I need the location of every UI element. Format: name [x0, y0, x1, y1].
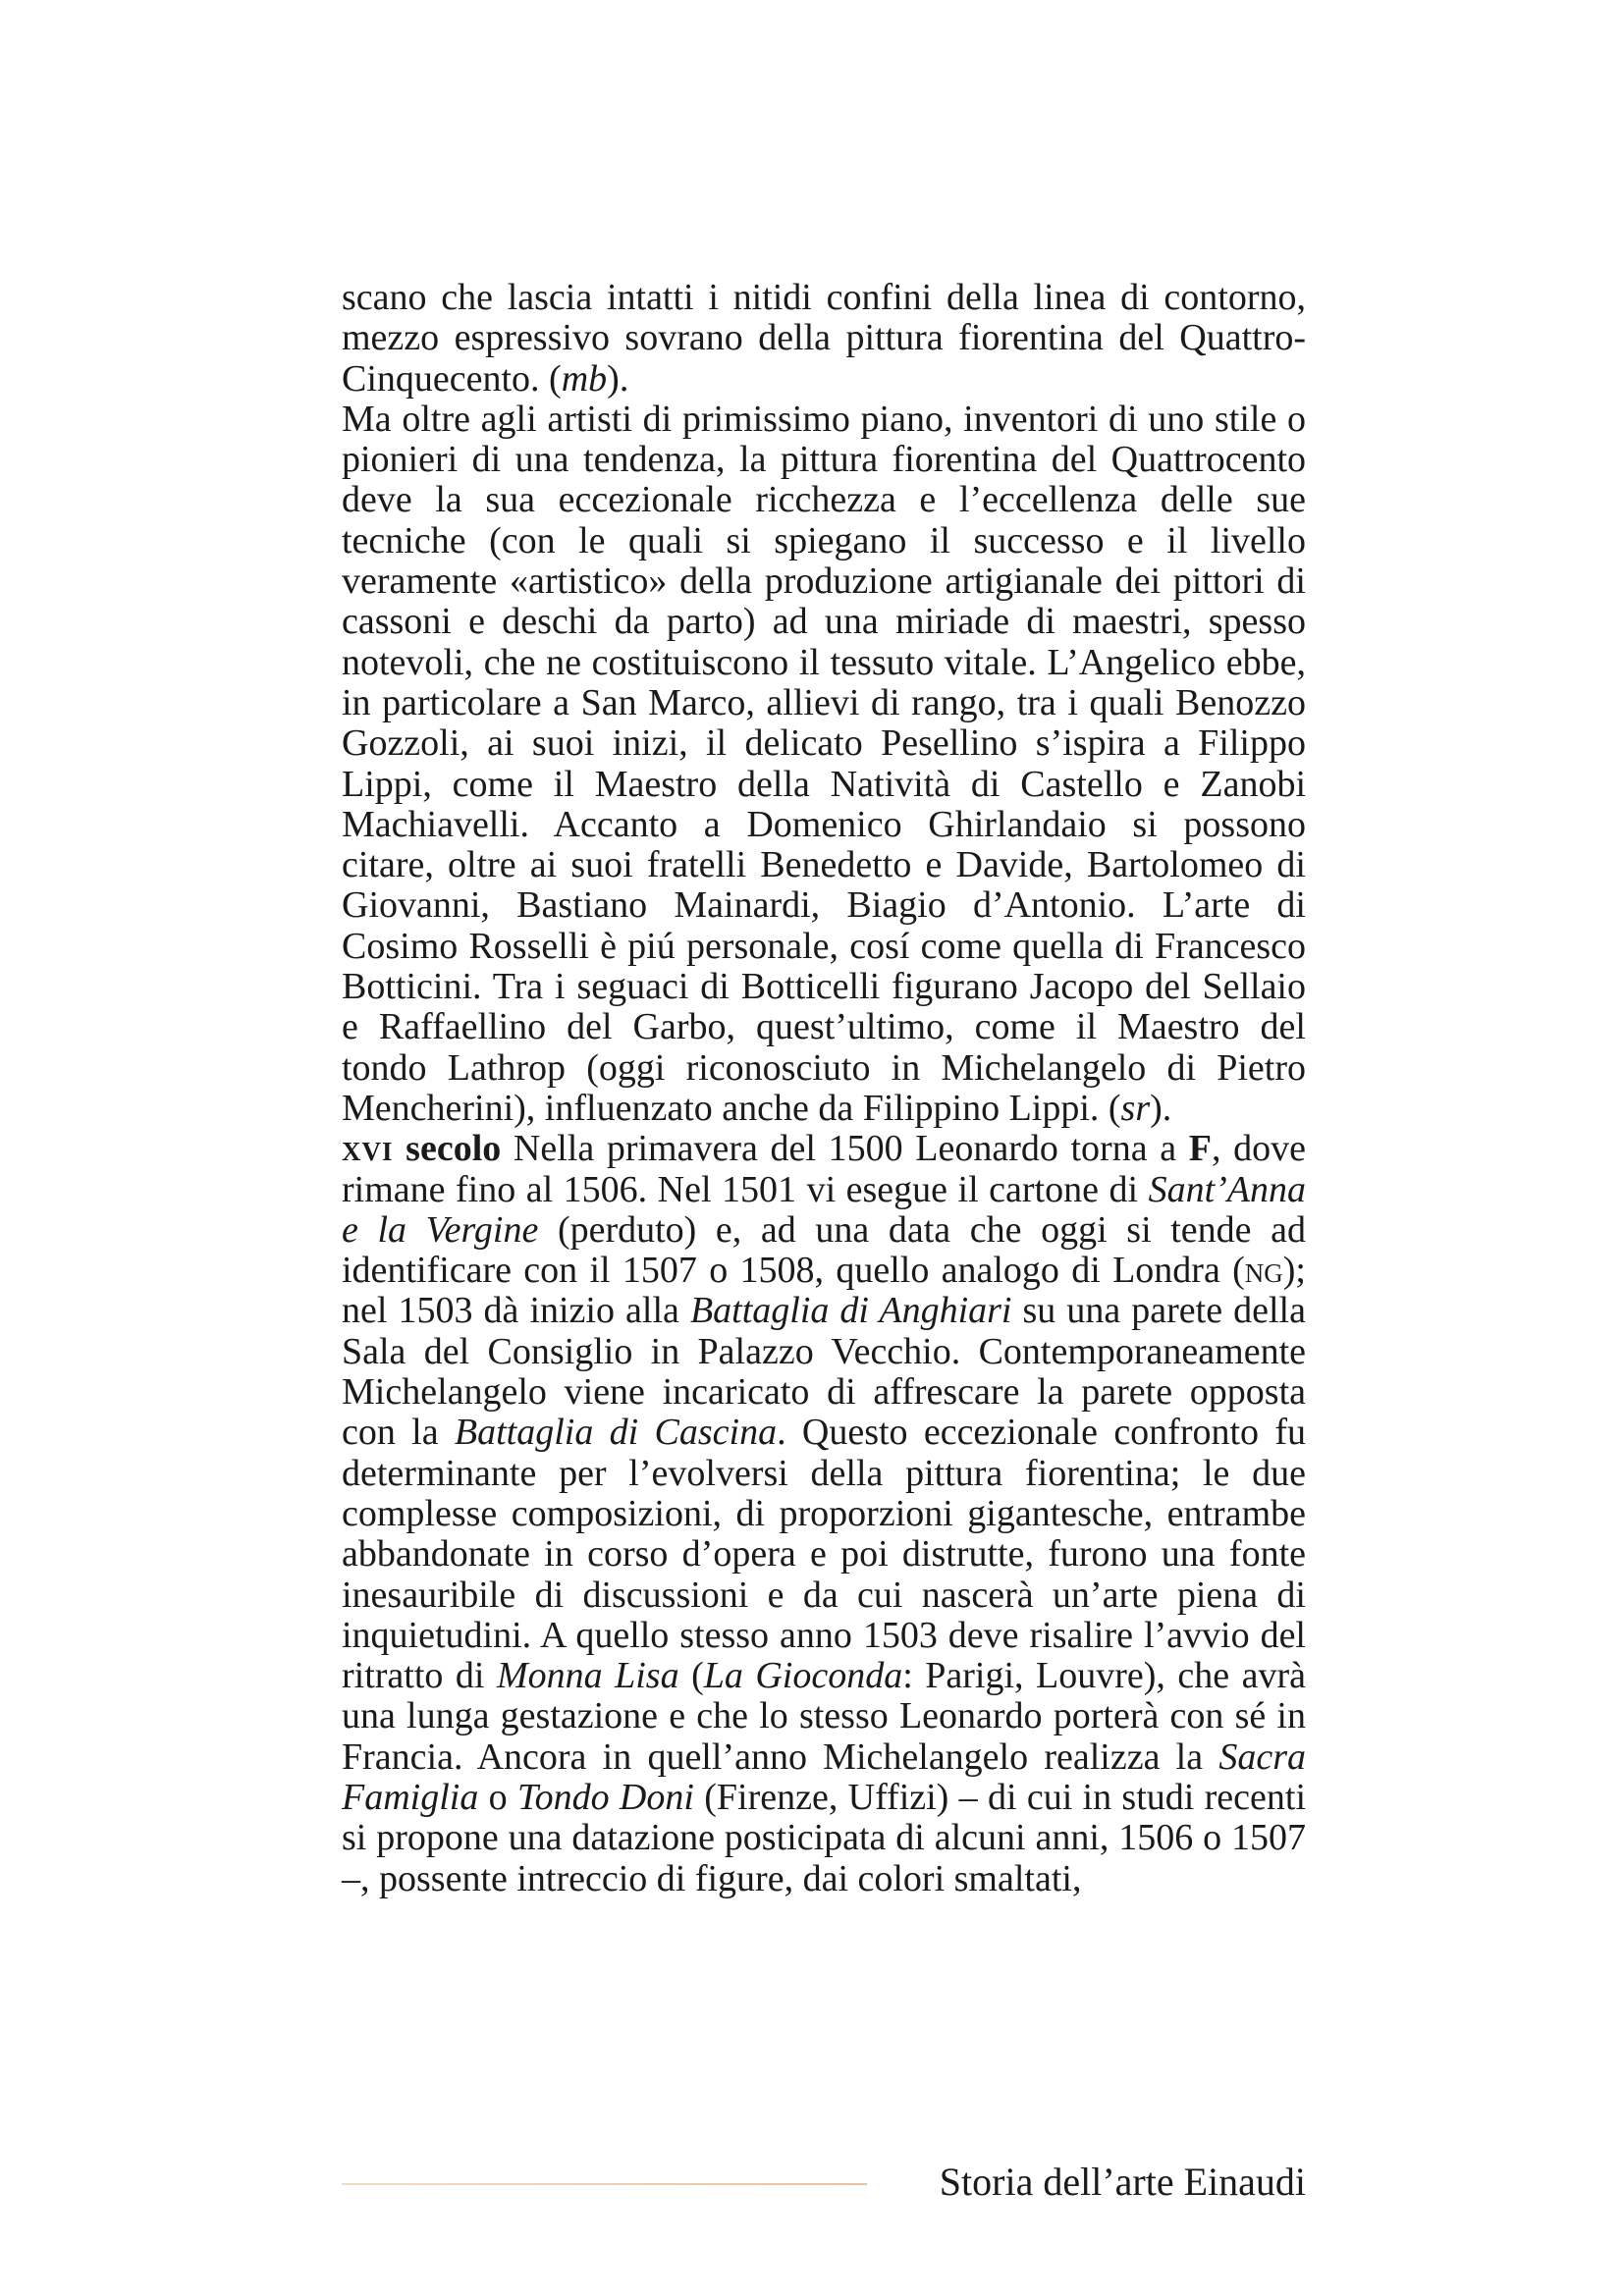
section-heading-century: xvi — [342, 1128, 394, 1170]
artwork-title: Monna Lisa — [496, 1655, 679, 1697]
text-span: Nella primavera del 1500 Leonardo torna a — [501, 1128, 1189, 1170]
text-span: . Questo eccezionale confronto fu determinante per l’evolversi della pittura fiorentina; le due complesse composizioni, di proporzioni gigantesche, entrambe abbandonate in corso d’opera e poi distrutte, furono una fonte inesauribile di discussioni e da cui nascerà un’arte piena di inquietudini. A quello stesso anno 1503 deve risalire l’avvio del ritratto di — [342, 1412, 1307, 1697]
text-span: su una parete della Sala del Consiglio in Palazzo Vecchio. Contemporaneamente Michelangelo viene incaricato di affrescare la parete opposta con la — [342, 1290, 1306, 1454]
text-span: , dove rimane fino al 1506. Nel 1501 vi esegue il cartone di — [342, 1128, 1307, 1210]
text-span: (Firenze, Uffizi) – di cui in studi recenti si propone una datazione posticipata di alcuni anni, 1506 o 1507 –, possente intreccio di figure, dai colori smaltati, — [342, 1776, 1307, 1899]
author-initials: mb — [561, 357, 608, 400]
body-text — [342, 278, 1306, 1899]
artwork-title: Sant’Anna e la Vergine — [342, 1168, 1306, 1251]
artwork-title: Battaglia di Anghiari — [689, 1290, 1012, 1332]
section-heading-word: secolo — [406, 1128, 502, 1170]
text-span: : Parigi, Louvre), che avrà una lunga gestazione e che lo stesso Leonardo porterà con sé in Francia. Ancora in quell’anno Michelangelo realizza la — [342, 1655, 1307, 1778]
paragraph — [342, 1129, 1306, 1899]
text-span: (perduto) e, ad una data che oggi si tende ad identificare con il 1507 o 1508, quello analogo di Londra ( — [342, 1208, 1307, 1292]
paragraph — [342, 400, 1306, 1129]
text-span: ). — [607, 357, 629, 400]
footer-rule — [342, 2183, 867, 2185]
text-span: Ma oltre agli artisti di primissimo piano, inventori di uno stile o pionieri di una tendenza, la pittura fiorentina del Quattrocento deve la sua eccezionale ricchezza e l’eccellenza delle sue tecniche (con le quali si spiegano il successo e il livello veramente «artistico» della produzione artigianale dei pittori di cassoni e deschi da parto) ad una miriade di maestri, spesso notevoli, che ne costituiscono il tessuto vitale. L’Angelico ebbe, in particolare a San Marco, allievi di rango, tra i quali Benozzo Gozzoli, ai suoi inizi, il delicato Pesellino s’ispira a Filippo Lippi, come il Maestro della Natività di Castello e Zanobi Machiavelli. Accanto a Domenico Ghirlandaio si possono citare, oltre ai suoi fratelli Benedetto e Davide, Bartolomeo di Giovanni, Bastiano Mainardi, Biagio d’Antonio. L’arte di Cosimo Rosselli è piú personale, cosí come quella di Francesco Botticini. Tra i seguaci di Botticelli figurano Jacopo del Sellaio e Raffaellino del Garbo, quest’ultimo, come il Maestro del tondo Lathrop (oggi riconosciuto in Michelangelo di Pietro Mencherini), influenzato anche da Filippino Lippi. ( — [342, 398, 1306, 1129]
artwork-title: Battaglia di Cascina — [454, 1412, 778, 1454]
text-span: ). — [1150, 1087, 1172, 1129]
paragraph-continued — [342, 278, 1306, 400]
text-span: ( — [678, 1655, 704, 1697]
text-span: o — [478, 1776, 517, 1818]
city-abbreviation: F — [1188, 1128, 1212, 1170]
museum-abbreviation: ng — [1244, 1250, 1283, 1292]
page-footer — [342, 2158, 1306, 2216]
author-initials: sr — [1120, 1087, 1151, 1129]
artwork-title: Sacra Famiglia — [342, 1735, 1306, 1818]
artwork-title: La Gioconda — [703, 1655, 903, 1697]
text-span: ); nel 1503 dà inizio alla — [342, 1250, 1306, 1332]
footer-title: Storia dell’arte Einaudi — [939, 2160, 1306, 2204]
text-span: scano che lascia intatti i nitidi confini della linea di contorno, mezzo espressivo sovrano della pittura fiorentina del Quattro-Cinquecento. ( — [342, 277, 1306, 400]
artwork-title: Tondo Doni — [516, 1776, 694, 1818]
